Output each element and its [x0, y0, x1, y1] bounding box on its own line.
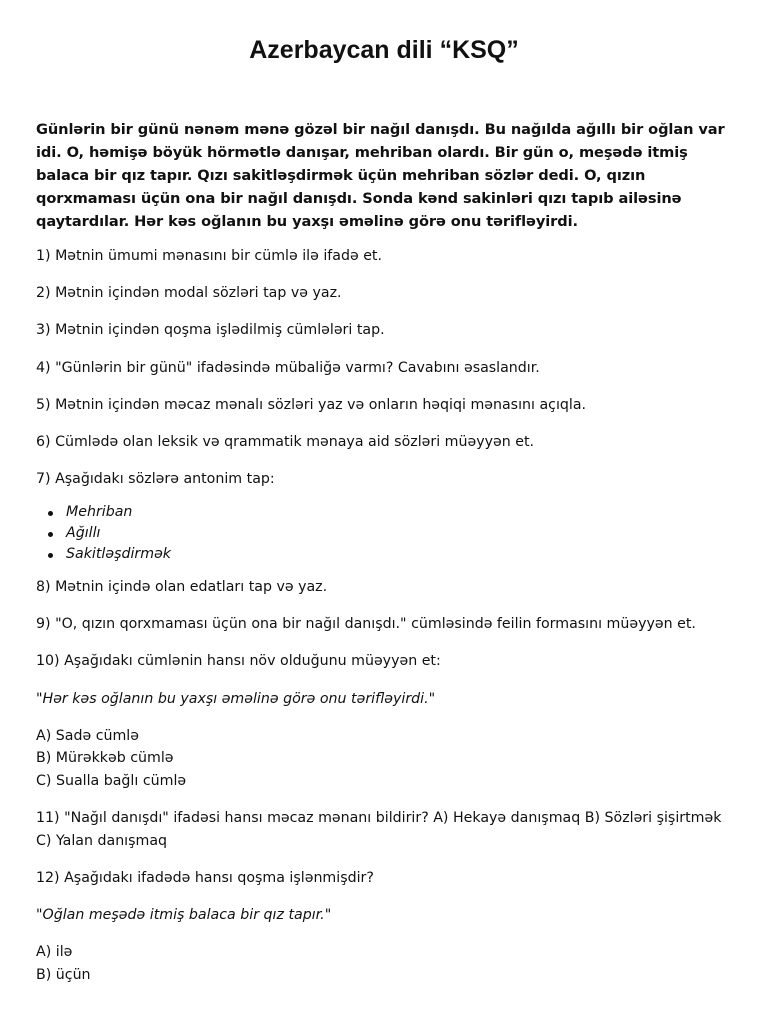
question-12: 12) Aşağıdakı ifadədə hansı qoşma işlənmişdir?: [36, 870, 374, 886]
antonym-word-list: [36, 502, 736, 564]
option-b: B) Mürəkkəb cümlə: [36, 750, 174, 767]
question-3: 3) Mətnin içindən qoşma işlədilmiş cümlələri tap.: [36, 322, 385, 339]
question-10: 10) Aşağıdakı cümlənin hansı növ olduğunu müəyyən et:: [36, 653, 441, 670]
option-a: A) Sadə cümlə: [36, 727, 139, 744]
question-5: 5) Mətnin içindən məcaz mənalı sözləri yaz və onların həqiqi mənasını açıqla.: [36, 396, 587, 413]
option-a: A) ilə: [36, 944, 73, 961]
question-1: 1) Mətnin ümumi mənasını bir cümlə ilə ifadə et.: [36, 248, 383, 264]
list-item: Ağıllı: [66, 523, 736, 544]
question-10-quote: "Hər kəs oğlanın bu yaxşı əməlinə görə onu tərifləyirdi.": [36, 690, 436, 707]
question-10-options: [36, 725, 736, 793]
question-9: 9) "O, qızın qorxmaması üçün ona bir nağıl danışdı." cümləsində feilin formasını müəyyən et.: [36, 616, 696, 633]
question-6: 6) Cümlədə olan leksik və qrammatik mənaya aid sözləri müəyyən et.: [36, 433, 535, 450]
question-2: 2) Mətnin içindən modal sözləri tap və yaz.: [36, 285, 342, 302]
list-item: Sakitləşdirmək: [66, 544, 736, 565]
list-item: Mehriban: [66, 502, 736, 523]
question-12-quote: "Oğlan meşədə itmiş balaca bir qız tapır.": [36, 907, 332, 924]
intro-paragraph: Günlərin bir günü nənəm mənə gözəl bir nağıl danışdı. Bu nağılda ağıllı bir oğlan var idi. O, həmişə böyük hörmətlə danışar, mehriban olardı. Bir gün o, meşədə itmiş balaca bir qız tapır. Qızı sakitləşdirmək üçün mehriban sözlər dedi. O, qızın qorxmaması üçün ona bir nağıl danışdı. Sonda kənd sakinləri qızı tapıb ailəsinə qaytardılar. Hər kəs oğlanın bu yaxşı əməlinə görə onu tərifləyirdi.: [36, 121, 725, 230]
question-4: 4) "Günlərin bir günü" ifadəsində mübaliğə varmı? Cavabını əsaslandır.: [36, 359, 540, 376]
question-12-options: [36, 941, 736, 986]
question-8: 8) Mətnin içində olan edatları tap və yaz.: [36, 579, 328, 596]
page-title: Azerbaycan dili “KSQ”: [249, 36, 519, 64]
option-b: B) üçün: [36, 966, 91, 983]
document-body: [36, 118, 736, 1001]
option-c: C) Sualla bağlı cümlə: [36, 773, 187, 790]
question-7: 7) Aşağıdakı sözlərə antonim tap:: [36, 471, 275, 488]
question-11: 11) "Nağıl danışdı" ifadəsi hansı məcaz mənanı bildirir? A) Hekayə danışmaq B) Sözləri şişirtmək C) Yalan danışmaq: [36, 810, 722, 849]
